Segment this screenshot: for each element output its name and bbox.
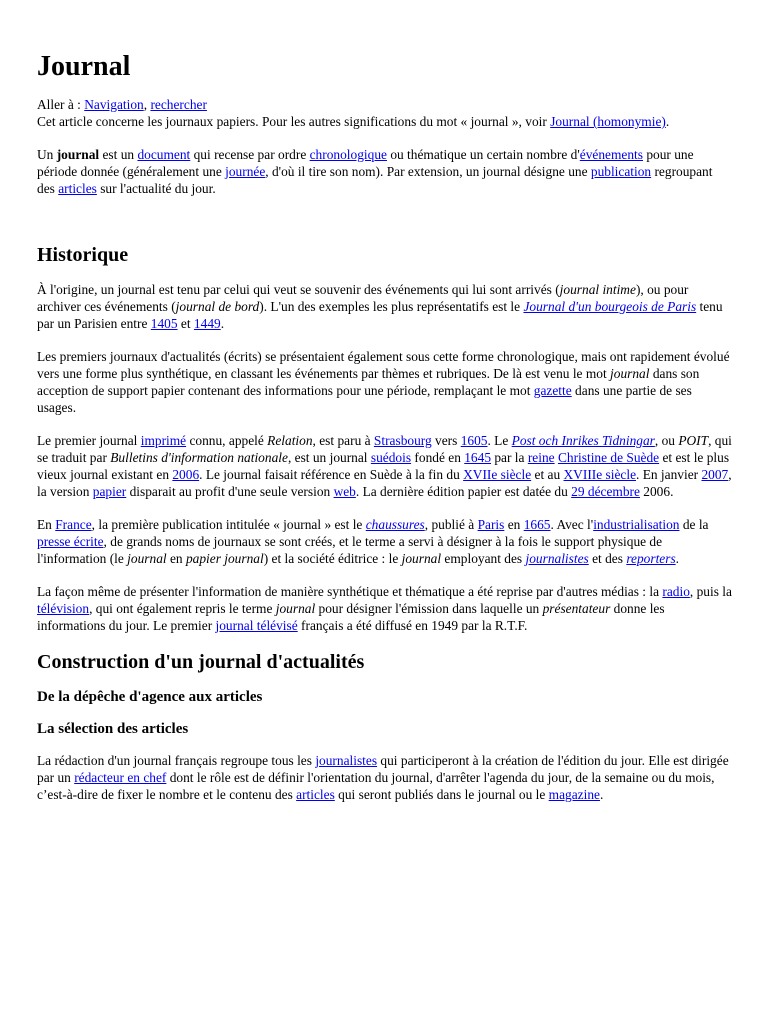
- text: Les premiers journaux d'actualités (écrits) se présentaient également sous cette forme chronologique, mais ont rapidement évolué vers une forme plus synthétique, en classant les événements par thèmes et rubriques. De là est venu le mot: [37, 349, 730, 381]
- link-publication[interactable]: publication: [590, 164, 652, 179]
- disambiguation-note: [37, 113, 732, 130]
- text: Un: [37, 147, 57, 162]
- text: et des: [588, 551, 627, 566]
- italic: journal: [127, 551, 167, 566]
- text: À l'origine, un journal est tenu par celui qui veut se souvenir des événements qui lui sont arrivés (: [37, 282, 560, 297]
- italic: reporters: [626, 551, 676, 566]
- link-2007[interactable]: 2007: [701, 467, 729, 482]
- text: ) et la société éditrice : le: [263, 551, 402, 566]
- text: , de grands noms de journaux se sont créés, et le terme a servi à désigner à la fois le support physique de l'information (le: [37, 534, 663, 566]
- link-xviiie-siecle[interactable]: XVIIIe siècle: [563, 467, 637, 482]
- link-christine-de-suede[interactable]: Christine de Suède: [557, 450, 660, 465]
- link-xviie-siecle[interactable]: XVIIe siècle: [463, 467, 532, 482]
- link-industrialisation[interactable]: industrialisation: [593, 517, 680, 532]
- italic: Post och Inrikes Tidningar: [511, 433, 655, 448]
- link-evenements[interactable]: événements: [579, 147, 643, 162]
- spacer: [37, 213, 732, 243]
- text: La rédaction d'un journal français regroupe tous les: [37, 753, 316, 768]
- link-chronologique[interactable]: chronologique: [309, 147, 387, 162]
- heading-depeche: De la dépêche d'agence aux articles: [37, 689, 263, 705]
- text: est un: [99, 147, 138, 162]
- link-imprime[interactable]: imprimé: [140, 433, 187, 448]
- text: tenu par un Parisien entre: [37, 299, 723, 331]
- text: En: [37, 517, 56, 532]
- text: Le premier journal: [37, 433, 141, 448]
- text: , est un journal: [287, 450, 371, 465]
- link-web[interactable]: web: [333, 484, 356, 499]
- link-journee[interactable]: journée: [225, 164, 266, 179]
- link-suedois[interactable]: suédois: [370, 450, 412, 465]
- text: dans une partie de ses usages.: [37, 383, 692, 415]
- text: pour désigner l'émission dans laquelle un: [315, 601, 543, 616]
- text: qui recense par ordre: [190, 147, 310, 162]
- italic: journal: [275, 601, 316, 616]
- text: , la version: [37, 467, 732, 499]
- link-1605[interactable]: 1605: [460, 433, 488, 448]
- link-papier[interactable]: papier: [92, 484, 127, 499]
- italic: Bulletins d'information nationale: [110, 450, 288, 465]
- selection-paragraph: [37, 752, 732, 803]
- link-reine[interactable]: reine: [527, 450, 555, 465]
- text: , qui ont également repris le terme: [89, 601, 276, 616]
- text: . Le: [487, 433, 512, 448]
- heading-historique: Historique: [37, 244, 129, 266]
- historique-paragraph-4: [37, 516, 732, 567]
- link-television[interactable]: télévision: [37, 601, 90, 616]
- text: fondé en: [411, 450, 465, 465]
- text: pour une période donnée (généralement une: [37, 147, 694, 179]
- text: . Le journal faisait référence en Suède à la fin du: [199, 467, 464, 482]
- text: sur l'actualité du jour.: [96, 181, 216, 196]
- link-journalistes[interactable]: [526, 551, 589, 566]
- text: employant des: [441, 551, 526, 566]
- text: de la: [679, 517, 709, 532]
- text: regroupant des: [37, 164, 713, 196]
- jump-sep: ,: [143, 97, 151, 112]
- text: et au: [531, 467, 564, 482]
- heading-construction: Construction d'un journal d'actualités: [37, 651, 365, 673]
- text: Cet article concerne les journaux papiers. Pour les autres significations du mot « journal », voir: [37, 114, 551, 129]
- text: disparait au profit d'une seule version: [126, 484, 334, 499]
- text: français a été diffusé en 1949 par la R.T.F.: [297, 618, 528, 633]
- page-title: Journal: [37, 51, 131, 82]
- link-navigation[interactable]: Navigation: [84, 97, 144, 112]
- text: , ou: [654, 433, 679, 448]
- text: , d'où il tire son nom). Par extension, un journal désigne une: [265, 164, 591, 179]
- text: en: [504, 517, 524, 532]
- text: , qui se traduit par: [37, 433, 732, 465]
- text: . En janvier: [636, 467, 702, 482]
- text: .: [665, 114, 670, 129]
- text: .: [599, 787, 604, 802]
- historique-paragraph-3: [37, 432, 732, 500]
- text: donne les informations du jour. Le premier: [37, 601, 665, 633]
- text: .: [220, 316, 225, 331]
- link-post-och-inrikes[interactable]: [512, 433, 655, 448]
- link-redacteur-en-chef[interactable]: rédacteur en chef: [74, 770, 167, 785]
- bold-term: journal: [56, 147, 100, 162]
- intro-paragraph: [37, 146, 732, 197]
- text: par la: [491, 450, 528, 465]
- italic: journal: [610, 366, 650, 381]
- text: , est paru à: [312, 433, 374, 448]
- link-journal-homonymie[interactable]: Journal (homonymie): [550, 114, 666, 129]
- link-articles[interactable]: articles: [58, 181, 97, 196]
- link-1405[interactable]: 1405: [150, 316, 178, 331]
- link-2006[interactable]: 2006: [172, 467, 200, 482]
- historique-paragraph-2: [37, 348, 732, 416]
- historique-paragraph-1: [37, 281, 732, 332]
- text: dont le rôle est de définir l'orientation du journal, d'arrêter l'agenda du jour, de la semaine ou du mois, c’est-à-dire de fixer le nombre et le contenu des: [37, 770, 715, 802]
- link-gazette[interactable]: gazette: [533, 383, 572, 398]
- text: ou thématique un certain nombre d': [386, 147, 580, 162]
- jump-links: [37, 96, 732, 113]
- link-radio[interactable]: radio: [662, 584, 690, 599]
- text: . La dernière édition papier est datée du: [355, 484, 572, 499]
- text: et est le plus vieux journal existant en: [37, 450, 730, 482]
- link-1645[interactable]: 1645: [464, 450, 492, 465]
- link-1665[interactable]: 1665: [523, 517, 551, 532]
- italic: papier journal: [185, 551, 264, 566]
- text: dans son acception de support papier contenant des informations pour une période, remplaçant le mot: [37, 366, 700, 398]
- link-1449[interactable]: 1449: [193, 316, 221, 331]
- text: La façon même de présenter l'information de manière synthétique et thématique a été reprise par d'autres médias : la: [37, 584, 663, 599]
- text: qui participeront à la création de l'édition du jour. Elle est dirigée par un: [37, 753, 729, 785]
- italic: journal intime: [559, 282, 636, 297]
- link-journalistes-2[interactable]: journalistes: [315, 753, 378, 768]
- text: .: [675, 551, 680, 566]
- link-chaussures[interactable]: [366, 517, 425, 532]
- jump-prefix: Aller à :: [37, 97, 85, 112]
- text: , puis la: [689, 584, 732, 599]
- link-strasbourg[interactable]: Strasbourg: [373, 433, 432, 448]
- text: ), ou pour archiver ces événements (: [37, 282, 689, 314]
- link-articles-2[interactable]: articles: [296, 787, 335, 802]
- text: en: [166, 551, 186, 566]
- link-paris[interactable]: Paris: [477, 517, 505, 532]
- historique-paragraph-5: [37, 583, 732, 634]
- text: . Avec l': [550, 517, 594, 532]
- link-reporters[interactable]: [626, 551, 675, 566]
- text: connu, appelé: [186, 433, 268, 448]
- link-france[interactable]: France: [55, 517, 92, 532]
- italic: présentateur: [542, 601, 611, 616]
- text: 2006.: [639, 484, 674, 499]
- heading-selection: La sélection des articles: [37, 721, 189, 737]
- text: et: [177, 316, 194, 331]
- italic: journalistes: [525, 551, 589, 566]
- link-29-decembre[interactable]: 29 décembre: [571, 484, 640, 499]
- italic: journal: [401, 551, 442, 566]
- text: ). L'un des exemples les plus représentatifs est le: [259, 299, 524, 314]
- link-document[interactable]: document: [137, 147, 191, 162]
- text: , la première publication intitulée « journal » est le: [91, 517, 366, 532]
- link-journal-bourgeois[interactable]: [523, 299, 696, 314]
- italic: chaussures: [365, 517, 425, 532]
- link-rechercher[interactable]: rechercher: [150, 97, 207, 112]
- link-journal-televise[interactable]: journal télévisé: [215, 618, 298, 633]
- link-magazine[interactable]: magazine: [548, 787, 600, 802]
- italic: Relation: [267, 433, 313, 448]
- italic: POIT: [678, 433, 709, 448]
- link-presse-ecrite[interactable]: presse écrite: [37, 534, 104, 549]
- italic: journal de bord: [175, 299, 260, 314]
- text: , publié à: [424, 517, 478, 532]
- italic: Journal d'un bourgeois de Paris: [523, 299, 697, 314]
- text: vers: [431, 433, 461, 448]
- text: qui seront publiés dans le journal ou le: [334, 787, 549, 802]
